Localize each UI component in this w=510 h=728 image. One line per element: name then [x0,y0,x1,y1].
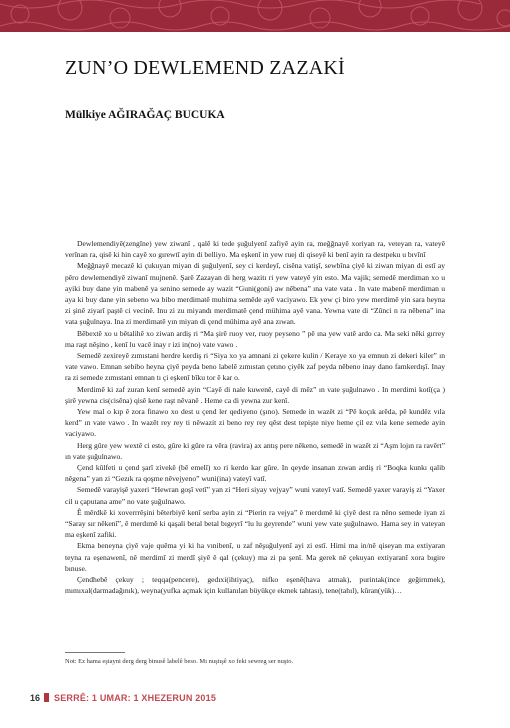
paragraph: Dewlemendiyê(zengîne) yew ziwanî , qalê ki tede şuğulyenî zafiyê ayin ra, meğğnayê xoriyan ra, veteyan ra, vateyê verînan ra, qisê ki hin cayê xo gırewtî ayin di belliyo. Ma eşkenî in yew ruej di qiseyê ki benî ayin ra destpeku u bıvînî [65,239,445,260]
page-footer [30,693,216,703]
magazine-issue: SERRÊ: 1 UMAR: 1 XHEZERUN 2015 [54,693,217,703]
article-title: ZUN’O DEWLEMEND ZAZAKİ [65,57,345,79]
footnote-divider [65,652,125,653]
author-name: Mülkiye AĞIRAĞAÇ BUCUKA [65,109,225,121]
paragraph: Semedê varayişê yaxeri “Hewran goşî vetî” yan zi “Heri siyay vejyay” wuni vateyî vatî. Semedê yaxer varayiş zi “Yaxer cil u çaputana ame” no vate şuğulnawo. [65,485,445,506]
floral-pattern-icon [0,0,510,32]
page-number: 16 [30,693,41,703]
paragraph: Meğğnayê mecazê ki çukuyan miyan di şuğulyenî, sey ci kerdeyî, cisêna vatişî, sewbîna çiyê ki ziwan miyan di estî ay pêro dewlemendiyê ziwanî mujnenê. Şarê Zazayan di herg wazitı ri yew vateyê yin esto. Ma vajik; semedê merdiman xo u ayiki buy dane yin mabenê ya senino semede ay wazit “Guni(goni) aw nêbena” ına vate vata . In vate mabenê merdiman u aya ki buy dane yin sebeno wa bibo merdimatê muhima semêde ayê vaciyawo. Ek yew çi biro yew merdimê yin sara heyna zi şinê ziyarî paştê ci vecinê. Inu zi zu miyandı merdimatê çend mühima ayê vana. Yewna vate di “Zûnci n ra nêbena” ina vata şuğulnaya. Ina zi merdimatê yın miyan di çend mühima ayê ana zıwan. [65,261,445,327]
footer-separator [44,693,49,702]
footnote: Not: Ez hama eştayni derg derg binusê labelê beso. Mı nuştışê xo feki sewreg ser nuşto. [65,658,294,665]
paragraph: Yew mal o kıp ê zora finawo xo dest u çend ler qediyeno (şıno). Semede in wazêt zi “Pê koçık arêda, pê kundêz vıla kerd” ın vate vawo . In wazêt rey rey ti nêwazit zi beno rey rey qêst dest tepişte niye heme çil ez vıla kene semede ayin vaciyawo. [65,407,445,439]
article-body [65,238,445,597]
paragraph: Çendhebê çekuy ; teqqa(pencere), gedıxi(ihtiyaç), nifko eşenê(hava atmak), purintak(ince geğirnmek), mımıxal(darmadağınık), weyna(yufka açmak için kullanılan büyükçe ekmek tahtası), tene(tahıl), kûran(yük)… [65,575,445,596]
header-banner [0,0,510,32]
paragraph: Bêbextê xo u bêtalihê xo ziwan ardiş ri “Ma şirê ruoy ver, ruoy peyseno ” pê ına yew vatê ardo ca. Ma seki nêki gırrey ma raşt nêşino , kenî lu vacê inay r izi in(no) vate vawo . [65,328,445,349]
paragraph: Çend kûlfeti u çend şarî zivekê (bê emelî) xo ri kerdo kar gûre. In qeyde insanan zıwan ardiş ri “Boqka kunkı qalib nêgena” yan zi “Gezık ra qoşme nêvejyeno” wuni(ina) vateyî vatî. [65,463,445,484]
paragraph: Ekma beneyna çiyê vaje quêma yi ki ha vınibenî, u zaf nêşuğulyenî ayi zi estî. Himi ma in/nê qiseyan ma extiyaran teyna ra eşenawenî, nê merdimî zi merdî şiyê ê qal (çekuy) ma zi pa şenî. Ma gerek nê çekuyan extiyaranî xora bıgire bınuse. [65,541,445,573]
paragraph: Semedê zexireyê zımıstani herdre kerdiş ri “Siya xo ya amnani zi çekere kulin / Keraye xo ya emnun zi dekeri kiler” ın vate vawo. Emnan sebibo heyna çiyê peyda beno labelê zımıstan çetıno çiyêk zaf peyda nêbeno inay dano famkerdışî. Inay ra zi semede zımıstani emnan tı çi eşkenî bîku tor ê kar o. [65,351,445,383]
paragraph: Herg gûre yew wextê ci esto, gûre ki gûre ra vêra (ravira) ax antış pere nêkeno, semedê in wazêt zi “Aşm lojın ra ravêrt” ın vate şuğulnawo. [65,440,445,461]
paragraph: Ê mêrdkê ki xoverrrêşini bêterbiyê kenî serba ayin zi “Pierin ra vejya” ê merdımê ki çiyê dest ra nêno semede iyan zi “Saray sır nêkenî”, ê merdımê ki qaşali betal betal bıgeyrî “lu lu geyrende” wuni yew vate şuğulnawo. Hama sey in vateyan ma eşkenî zafiki. [65,507,445,540]
paragraph: Merdimê ki zaf zuran kenî semedê ayin “Cayê di nale kuwenê, cayê di mêz” ın vate şuğulnawo . In merdimi kotî(ça ) şirê yewna cis(cisêna) qisê kene raşt nêvanê . Heme ca di yewna zur kenî. [65,384,445,405]
